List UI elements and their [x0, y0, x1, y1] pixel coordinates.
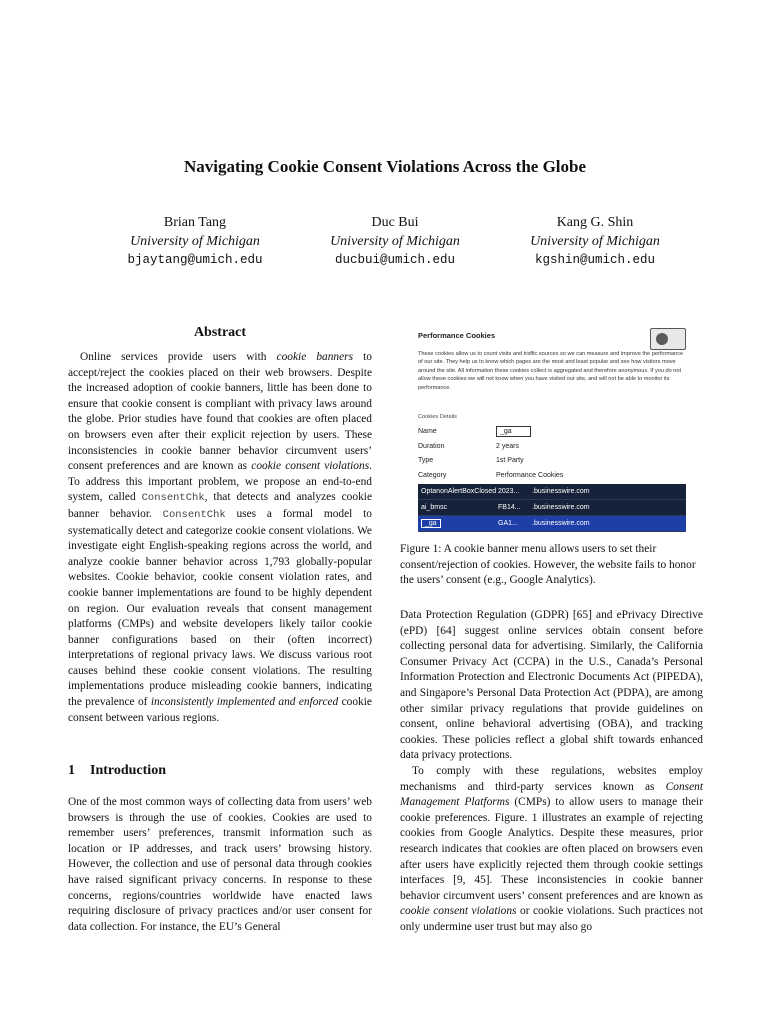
- paper-title: Navigating Cookie Consent Violations Across the Globe: [183, 157, 587, 176]
- section-heading-introduction: 1 Introduction: [68, 763, 166, 778]
- author-affiliation: University of Michigan: [530, 234, 660, 249]
- abstract-heading: Abstract: [193, 325, 247, 340]
- table-row[interactable]: OptanonAlertBoxClosed 2023... .businesswire.com: [418, 484, 686, 500]
- detail-row: Category Performance Cookies: [418, 472, 564, 480]
- abstract-paragraph: Online services provide users with cookie banners to accept/reject the cookies placed on their web browsers. Despite the increased adoption of cookie banners, little has been done to ensure that cookie consent is compliant with privacy laws around the globe. Prior studies have found that cookies are often placed on browsers even after their explicit rejection by users. These inconsistencies in cookie banner behavior circumvent users’ consent preferences and are known as cookie consent violations. To address this important problem, we propose an end-to-end system, called ConsentChk, that detects and analyzes cookie banner behavior. ConsentChk uses a formal model to systematically detect and categorize cookie consent violations. We investigate eight English-speaking regions across the world, and analyze cookie banner behavior across 1,793 globally-popular websites. Cookie behavior, cookie consent violation rates, and cookie banner implementations are found to be highly dependent on region. Our evaluation reveals that consent management platforms (CMPs) and website developers likely tailor cookie banner configurations based on their (often incorrect) interpretations of regional privacy laws. We discuss various root causes behind these cookie consent violations. The resulting implementations produce misleading cookie banners, indicating the prevalence of inconsistently implemented and enforced cookie consent between various regions.: [68, 351, 372, 724]
- author-block: [95, 213, 695, 270]
- author-email: ducbui@umich.edu: [334, 253, 456, 267]
- table-row[interactable]: ai_bmsc FB14... .businesswire.com: [418, 500, 686, 516]
- figure-cookie-banner: [407, 324, 697, 532]
- cookie-details-label: Cookies Details: [418, 414, 457, 420]
- author-email: kgshin@umich.edu: [534, 253, 656, 267]
- figure-panel-description: These cookies allow us to count visits and traffic sources so we can measure and improve the performance of our site. They help us to know which pages are the most and least popular and see how visitors move around the site. All information these cookies collect is aggregated and therefore anonymous. If you do not allow these cookies we will not know when you have visited our site, and will not be able to monitor its performance.: [418, 351, 684, 391]
- author-name: Brian Tang: [163, 215, 227, 230]
- body-paragraph: To comply with these regulations, websites employ mechanisms and third-party services known as Consent Management Platforms (CMPs) to allow users to manage their cookie preferences. Figure. 1 illustrates an example of rejecting cookies from Google Analytics. Despite these measures, prior research indicates that cookies are often placed on browsers even after users have explicitly rejected them through cookie settings interfaces [9, 45]. These inconsistencies in cookie banner behavior circumvent users’ consent preferences and are known as cookie consent violations or cookie violations. Such practices not only undermine user trust but may also go: [400, 764, 703, 933]
- author-1: [95, 213, 295, 270]
- detail-row: Duration 2 years: [418, 442, 519, 450]
- author-3: [495, 213, 695, 270]
- introduction-body: [68, 795, 372, 935]
- author-email: bjaytang@umich.edu: [127, 253, 263, 267]
- right-column-body: [400, 608, 703, 935]
- toggle-knob-icon: [656, 333, 668, 345]
- body-paragraph: Data Protection Regulation (GDPR) [65] and ePrivacy Directive (ePD) [64] suggest online services obtain consent before collecting personal data for advertising. Similarly, the California Consumer Privacy Act (CCPA) in the U.S., Canada’s Personal Information Protection and Electronic Documents Act (PIPEDA), and Singapore’s Personal Data Protection Act (PDPA), are among other similar privacy regulations that provide guidelines on consent, online behavioral advertising (OBA), and tracking cookies. These policies reflect a global shift towards enhanced data privacy protections.: [400, 609, 703, 762]
- figure-caption: Figure 1: A cookie banner menu allows users to set their consent/rejection of cookies. However, the website fails to honor the users’ consent (e.g., Google Analytics).: [400, 543, 696, 587]
- cookie-storage-table: [418, 484, 686, 532]
- author-affiliation: University of Michigan: [330, 234, 460, 249]
- detail-row: Name _ga: [418, 424, 686, 439]
- table-row[interactable]: _ga GA1... .businesswire.com: [418, 516, 686, 532]
- author-name: Duc Bui: [371, 215, 419, 230]
- author-name: Kang G. Shin: [556, 215, 634, 230]
- figure-panel-heading: Performance Cookies: [418, 331, 496, 340]
- abstract-body: [68, 350, 372, 726]
- cookie-details-list: [418, 424, 686, 483]
- cookie-toggle[interactable]: [650, 328, 686, 350]
- detail-row: Type 1st Party: [418, 457, 524, 465]
- author-2: [295, 213, 495, 270]
- intro-paragraph: One of the most common ways of collecting data from users’ web browsers is through the use of cookies. Cookies are used to remember users’ preferences, transmit information such as location or IP addresses, and track users’ browsing history. However, the collection and use of personal data through cookies have raised significant privacy concerns. In response to these concerns, regions/countries worldwide have enacted laws requiring disclosure of privacy practices and/or user consent for data collection. For instance, the EU’s General: [68, 796, 372, 933]
- author-affiliation: University of Michigan: [130, 234, 260, 249]
